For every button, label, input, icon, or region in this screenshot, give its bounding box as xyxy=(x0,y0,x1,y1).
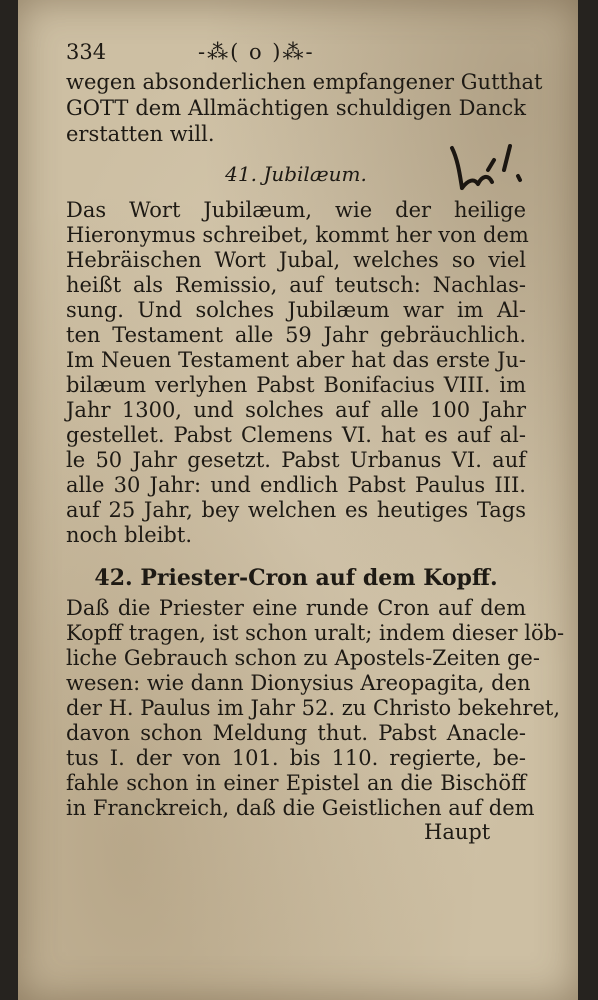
text-line: sung. Und solches Jubilæum war im Al- xyxy=(66,298,526,322)
text-line: Im Neuen Testament aber hat das erste Ju- xyxy=(66,348,526,372)
section-41-heading: 41. Jubilæum. xyxy=(225,162,367,186)
text-line: gestellet. Pabst Clemens VI. hat es auf al- xyxy=(66,423,526,447)
text-line: in Franckreich, daß die Geistlichen auf dem xyxy=(66,796,535,820)
text-line: tus I. der von 101. bis 110. regierte, be- xyxy=(66,746,526,770)
right-background-edge xyxy=(576,0,598,1000)
text-line: Das Wort Jubilæum, wie der heilige xyxy=(66,198,526,222)
text-line: Hebräischen Wort Jubal, welches so viel xyxy=(66,248,526,272)
text-line: heißt als Remissio, auf teutsch: Nachlas- xyxy=(66,273,526,297)
text-line: Kopff tragen, ist schon uralt; indem dieser löb- xyxy=(66,621,565,645)
text-line: wegen absonderlichen empfangener Gutthat xyxy=(66,70,543,94)
section-42-heading: 42. Priester-Cron auf dem Kopff. xyxy=(94,565,498,591)
page-number: 334 xyxy=(66,40,107,64)
text-line: ten Testament alle 59 Jahr gebräuchlich. xyxy=(66,323,526,347)
text-line: wesen: wie dann Dionysius Areopagita, den xyxy=(66,671,531,695)
catchword: Haupt xyxy=(424,820,491,844)
header-ornament: -⁂( o )⁂- xyxy=(198,40,315,64)
text-line: davon schon Meldung thut. Pabst Anacle- xyxy=(66,721,526,745)
text-line: le 50 Jahr gesetzt. Pabst Urbanus VI. auf xyxy=(66,448,526,472)
text-line: bilæum verlyhen Pabst Bonifacius VIII. im xyxy=(66,373,526,397)
text-line: noch bleibt. xyxy=(66,523,192,547)
text-line: liche Gebrauch schon zu Apostels-Zeiten ge- xyxy=(66,646,540,670)
text-line: Hieronymus schreibet, kommt her von dem xyxy=(66,223,529,247)
text-line: erstatten will. xyxy=(66,122,215,146)
text-line: der H. Paulus im Jahr 52. zu Christo bekehret, xyxy=(66,696,561,720)
handwritten-mark xyxy=(448,140,528,200)
text-line: fahle schon in einer Epistel an die Bischöff xyxy=(66,771,526,795)
text-line: auf 25 Jahr, bey welchen es heutiges Tags xyxy=(66,498,526,522)
text-line: Jahr 1300, und solches auf alle 100 Jahr xyxy=(66,398,526,422)
text-line: alle 30 Jahr: und endlich Pabst Paulus III. xyxy=(66,473,526,497)
text-line: Daß die Priester eine runde Cron auf dem xyxy=(66,596,526,620)
text-line: GOTT dem Allmächtigen schuldigen Danck xyxy=(66,96,526,120)
